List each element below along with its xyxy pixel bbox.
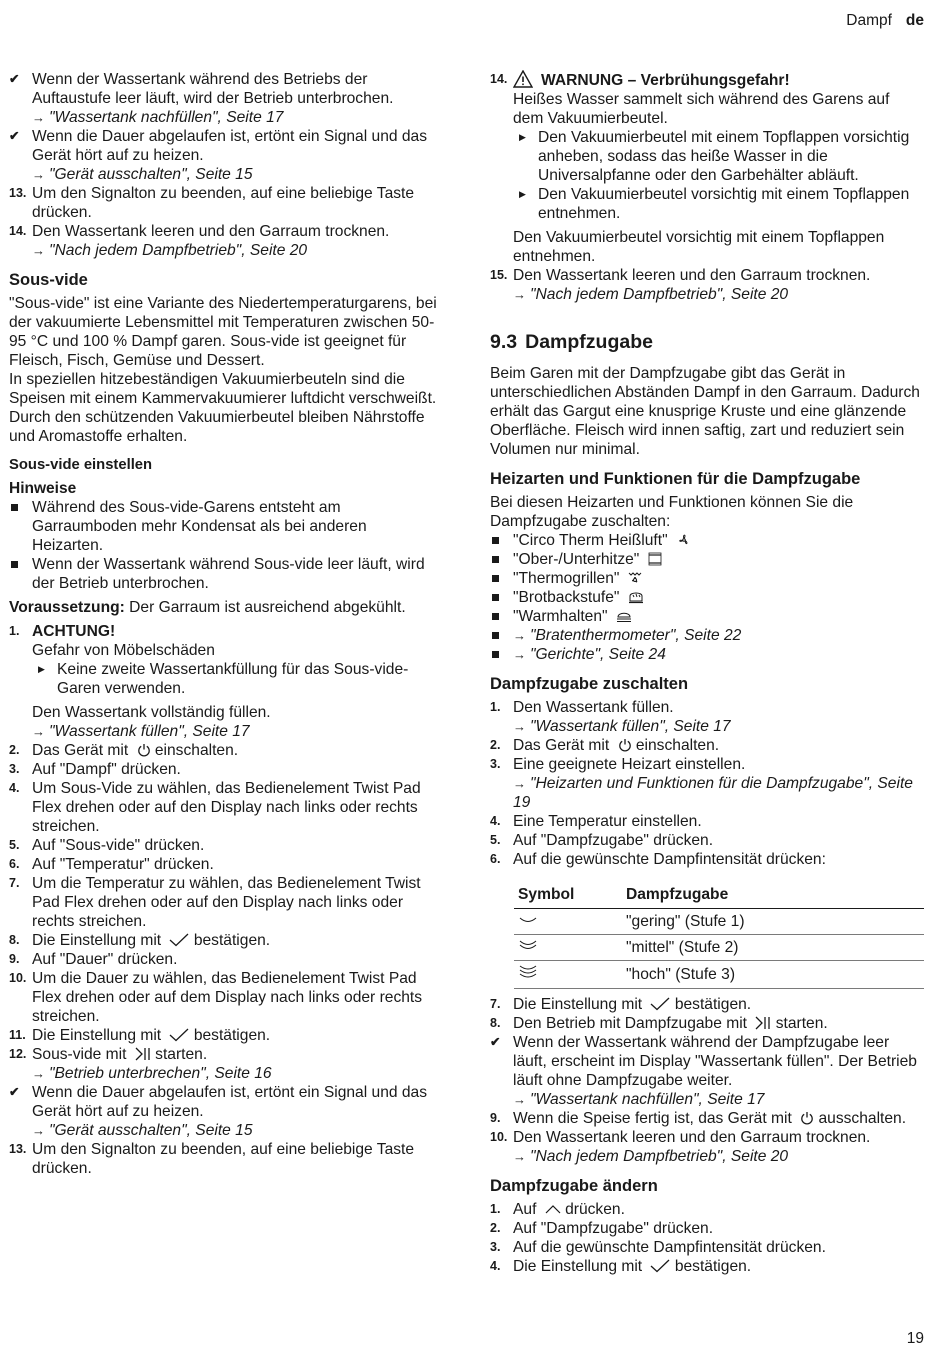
step-item <box>490 850 924 869</box>
step-item <box>9 760 441 779</box>
step-number: 6. <box>9 857 20 871</box>
check-icon: ✔ <box>490 1035 501 1049</box>
warning-text: Heißes Wasser sammelt sich während des Garens auf dem Vakuumierbeutel. <box>513 91 890 127</box>
step-text: Um die Temperatur zu wählen, das Bedienelement Twist Pad Flex drehen oder auf den Display nach links oder rechts streichen. <box>32 875 421 930</box>
step-item <box>490 1200 924 1219</box>
prerequisite <box>9 598 441 617</box>
step-item <box>490 1128 924 1166</box>
step-text: drücken. <box>565 1201 625 1218</box>
start-pause-icon <box>755 1016 771 1030</box>
step-text: Den Wassertank leeren und den Garraum trocknen. <box>513 267 871 284</box>
step-number: 4. <box>490 1259 501 1273</box>
step-number: 1. <box>9 624 20 638</box>
step-item <box>9 950 441 969</box>
step-number: 2. <box>9 743 20 757</box>
step-number: 8. <box>490 1016 501 1030</box>
list-item <box>490 588 924 607</box>
step-item <box>9 622 441 741</box>
step-item <box>490 698 924 736</box>
cross-reference[interactable] <box>32 722 441 741</box>
ref-text: "Nach jedem Dampfbetrieb", Seite 20 <box>49 242 308 259</box>
steam-high-icon <box>518 964 538 980</box>
triangle-bullet-icon: ▶ <box>519 132 526 142</box>
fan-icon <box>676 533 692 547</box>
step-text: Eine Temperatur einstellen. <box>513 813 702 830</box>
caution-subtitle: Gefahr von Möbelschäden <box>32 642 215 659</box>
step-text: Um Sous-Vide zu wählen, das Bedienelement Twist Pad Flex drehen oder auf den Display nach links oder rechts streichen. <box>32 780 421 835</box>
section-title: Dampfzugabe <box>525 331 653 353</box>
arrow-right-icon: → <box>513 628 526 643</box>
list-item <box>490 531 924 550</box>
table-header-row <box>514 883 924 909</box>
ref-text: "Heizarten und Funktionen für die Dampfzugabe", Seite 19 <box>513 775 913 811</box>
result-item <box>9 1083 441 1140</box>
section-heading: Sous-vide <box>9 271 88 289</box>
step-text: Die Einstellung mit <box>513 996 643 1013</box>
notes-heading: Hinweise <box>9 480 77 497</box>
arrow-right-icon: → <box>513 1092 526 1107</box>
paragraph: In speziellen hitzebeständigen Vakuumierbeuteln sind die Speisen mit einem Kammervakuumierer luftdicht verschweißt. Durch den schützenden Vakuumierbeutel bleiben Nährstoffe und Aromastoffe erhalten. <box>9 371 437 445</box>
step-item <box>9 874 441 931</box>
ref-text: "Bratenthermometer", Seite 22 <box>530 627 742 644</box>
step-number: 6. <box>490 852 501 866</box>
step-text: Das Gerät mit <box>32 742 129 759</box>
arrow-right-icon: → <box>32 724 45 739</box>
sub-bullet <box>32 660 441 698</box>
step-item <box>9 1140 441 1178</box>
step-text: Um den Signalton zu beenden, auf eine beliebige Taste drücken. <box>32 185 415 221</box>
step-item <box>490 755 924 812</box>
sub-bullet-text: Keine zweite Wassertankfüllung für das Sous-vide-Garen verwenden. <box>57 661 409 697</box>
section-number: 9.3 <box>490 331 518 353</box>
list-item-text: "Ober-/Unterhitze" <box>513 551 640 568</box>
step-text: Um die Dauer zu wählen, das Bedienelement Twist Pad Flex drehen oder auf dem Display nach links oder rechts streichen. <box>32 970 423 1025</box>
check-icon: ✔ <box>9 1085 20 1099</box>
list-item <box>490 569 924 588</box>
table-cell: "gering" (Stufe 1) <box>622 909 924 935</box>
step-text: Auf "Dampfzugabe" drücken. <box>513 832 714 849</box>
step-item <box>490 995 924 1014</box>
cross-reference[interactable] <box>513 717 924 736</box>
warning-title: WARNUNG – Verbrühungsgefahr! <box>541 72 790 89</box>
table-cell: "hoch" (Stufe 3) <box>622 961 924 989</box>
list-item-text: "Warmhalten" <box>513 608 608 625</box>
ref-text: "Gerät ausschalten", Seite 15 <box>49 1122 253 1139</box>
step-number: 13. <box>9 186 27 200</box>
table-row <box>514 961 924 989</box>
step-text: Wenn die Speise fertig ist, das Gerät mit <box>513 1110 792 1127</box>
step-text: Auf <box>513 1201 537 1218</box>
checkmark-icon <box>650 997 670 1011</box>
checkmark-icon <box>650 1259 670 1273</box>
step-text: einschalten. <box>635 737 720 754</box>
warning-icon <box>513 70 533 88</box>
arrow-right-icon: → <box>513 719 526 734</box>
step-text: bestätigen. <box>193 932 271 949</box>
triangle-bullet-icon: ▶ <box>519 189 526 199</box>
note-text: Wenn der Wassertank während Sous-vide leer läuft, wird der Betrieb unterbrochen. <box>32 556 425 592</box>
arrow-right-icon: → <box>513 1149 526 1164</box>
chevron-up-icon <box>545 1204 561 1216</box>
square-bullet-icon <box>492 651 499 658</box>
step-text: Den Betrieb mit Dampfzugabe mit <box>513 1015 748 1032</box>
result-item <box>9 127 441 184</box>
step-text: Auf "Dampfzugabe" drücken. <box>513 1220 714 1237</box>
step-item <box>9 836 441 855</box>
cross-reference[interactable] <box>513 285 924 304</box>
header-lang: de <box>905 12 924 29</box>
cross-reference[interactable] <box>32 1121 441 1140</box>
prerequisite-label: Voraussetzung: <box>9 599 125 616</box>
step-number: 5. <box>490 833 501 847</box>
ref-text: "Nach jedem Dampfbetrieb", Seite 20 <box>530 286 789 303</box>
step-number: 4. <box>9 781 20 795</box>
cross-reference[interactable] <box>32 241 441 260</box>
step-text: Eine geeignete Heizart einstellen. <box>513 756 746 773</box>
square-bullet-icon <box>492 594 499 601</box>
step-text: einschalten. <box>154 742 239 759</box>
ref-text: "Gerichte", Seite 24 <box>530 646 666 663</box>
list-item <box>490 607 924 626</box>
cross-reference[interactable] <box>513 645 924 664</box>
step-item <box>9 222 441 260</box>
prerequisite-text: Der Garraum ist ausreichend abgekühlt. <box>129 599 406 616</box>
step-text: starten. <box>775 1015 828 1032</box>
step-number: 7. <box>9 876 20 890</box>
step-item <box>9 779 441 836</box>
step-number: 1. <box>490 700 501 714</box>
step-number: 15. <box>490 268 508 282</box>
cross-reference[interactable] <box>513 1147 924 1166</box>
note-item <box>9 555 441 593</box>
left-column <box>9 70 441 1178</box>
arrow-right-icon: → <box>32 1066 45 1081</box>
result-item <box>490 1033 924 1109</box>
square-bullet-icon <box>492 575 499 582</box>
step-number: 2. <box>490 738 501 752</box>
list-item <box>490 550 924 569</box>
step-number: 10. <box>9 971 27 985</box>
square-bullet-icon <box>11 504 18 511</box>
ref-text: "Wassertank füllen", Seite 17 <box>530 718 731 735</box>
page-number: 19 <box>906 1330 924 1347</box>
step-text: Den Wassertank leeren und den Garraum trocknen. <box>32 223 390 240</box>
ref-text: "Gerät ausschalten", Seite 15 <box>49 166 253 183</box>
square-bullet-icon <box>492 632 499 639</box>
step-number: 7. <box>490 997 501 1011</box>
steam-low-icon <box>518 914 538 926</box>
step-number: 14. <box>490 72 508 86</box>
ref-text: "Betrieb unterbrechen", Seite 16 <box>49 1065 272 1082</box>
step-item <box>490 1238 924 1257</box>
step-number: 3. <box>490 757 501 771</box>
result-text: Wenn der Wassertank während der Dampfzugabe leer läuft, erscheint im Display "Wassertank füllen". Der Betrieb läuft ohne Dampfzugabe weiter. <box>513 1034 917 1089</box>
arrow-right-icon: → <box>32 167 45 182</box>
top-bottom-heat-icon <box>648 552 662 566</box>
steam-intensity-table <box>514 883 924 989</box>
step-number: 8. <box>9 933 20 947</box>
step-text: Die Einstellung mit <box>513 1258 643 1275</box>
step-item <box>9 184 441 222</box>
ref-text: "Wassertank nachfüllen", Seite 17 <box>49 109 284 126</box>
step-text: Den Wassertank vollständig füllen. <box>32 704 271 721</box>
list-item <box>490 645 924 664</box>
arrow-right-icon: → <box>32 110 45 125</box>
list-item-text: "Brotbackstufe" <box>513 589 620 606</box>
cross-reference[interactable] <box>32 165 441 184</box>
step-text: Die Einstellung mit <box>32 932 162 949</box>
table-row <box>514 909 924 935</box>
step-text: Auf "Dampf" drücken. <box>32 761 181 778</box>
step-item <box>490 266 924 304</box>
check-icon: ✔ <box>9 72 20 86</box>
subsection-heading: Sous-vide einstellen <box>9 457 153 473</box>
step-text: Auf die gewünschte Dampfintensität drücken. <box>513 1239 826 1256</box>
triangle-bullet-icon: ▶ <box>38 664 45 674</box>
step-text: Auf die gewünschte Dampfintensität drücken: <box>513 851 826 868</box>
step-text: Die Einstellung mit <box>32 1027 162 1044</box>
step-text: Den Vakuumierbeutel vorsichtig mit einem Topflappen entnehmen. <box>513 229 885 265</box>
sub-bullet <box>513 128 924 185</box>
step-text: bestätigen. <box>674 1258 752 1275</box>
check-icon: ✔ <box>9 129 20 143</box>
step-number: 14. <box>9 224 27 238</box>
result-text: Wenn die Dauer abgelaufen ist, ertönt ein Signal und das Gerät hört auf zu heizen. <box>32 1084 428 1120</box>
step-item <box>490 1109 924 1128</box>
paragraph: "Sous-vide" ist eine Variante des Niedertemperaturgarens, bei der vakuumierte Lebensmittel mit Temperaturen zwischen 50-95 °C und 100 % Dampf garen. Sous-vide ist geeignet für Fleisch, Fisch, Gemüse und Dessert. <box>9 295 437 369</box>
table-row <box>514 935 924 961</box>
step-item <box>9 855 441 874</box>
cross-reference[interactable] <box>513 774 924 812</box>
column-header: Symbol <box>514 883 622 909</box>
step-text: Das Gerät mit <box>513 737 610 754</box>
square-bullet-icon <box>492 537 499 544</box>
note-text: Während des Sous-vide-Garens entsteht am Garraumboden mehr Kondensat als bei anderen Heizarten. <box>32 499 367 554</box>
ref-text: "Wassertank füllen", Seite 17 <box>49 723 250 740</box>
step-text: Auf "Dauer" drücken. <box>32 951 178 968</box>
steam-mid-icon <box>518 938 538 952</box>
arrow-right-icon: → <box>513 776 526 791</box>
right-column <box>490 70 924 1276</box>
checkmark-icon <box>169 933 189 947</box>
arrow-right-icon: → <box>32 243 45 258</box>
symbol-cell <box>514 935 622 961</box>
step-item <box>490 812 924 831</box>
power-icon <box>137 743 151 757</box>
step-number: 9. <box>490 1111 501 1125</box>
subsection-heading: Dampfzugabe ändern <box>490 1177 658 1195</box>
step-text: starten. <box>155 1046 208 1063</box>
ref-text: "Nach jedem Dampfbetrieb", Seite 20 <box>530 1148 789 1165</box>
ref-text: "Wassertank nachfüllen", Seite 17 <box>530 1091 765 1108</box>
square-bullet-icon <box>11 561 18 568</box>
subsection-heading: Heizarten und Funktionen für die Dampfzugabe <box>490 470 861 488</box>
step-item <box>490 1219 924 1238</box>
step-number: 10. <box>490 1130 508 1144</box>
result-text: Wenn die Dauer abgelaufen ist, ertönt ein Signal und das Gerät hört auf zu heizen. <box>32 128 428 164</box>
caution-title: ACHTUNG! <box>32 623 116 640</box>
step-text: Sous-vide mit <box>32 1046 127 1063</box>
list-item-text: "Circo Therm Heißluft" <box>513 532 668 549</box>
step-item <box>490 736 924 755</box>
paragraph: Beim Garen mit der Dampfzugabe gibt das Gerät in unterschiedlichen Abständen Dampf in den Garraum. Dadurch erhält das Gargut eine knusprige Kruste und eine glänzende Oberfläche. Fleisch wird innen saftig, zart und reduziert sein Volumen nur minimal. <box>490 365 920 458</box>
step-number: 13. <box>9 1142 27 1156</box>
step-number: 9. <box>9 952 20 966</box>
step-text: bestätigen. <box>193 1027 271 1044</box>
step-number: 5. <box>9 838 20 852</box>
column-header: Dampfzugabe <box>622 883 924 909</box>
step-text: ausschalten. <box>818 1110 907 1127</box>
step-text: Den Wassertank leeren und den Garraum trocknen. <box>513 1129 871 1146</box>
step-number: 1. <box>490 1202 501 1216</box>
checkmark-icon <box>169 1028 189 1042</box>
table-cell: "mittel" (Stufe 2) <box>622 935 924 961</box>
step-number: 12. <box>9 1047 27 1061</box>
symbol-cell <box>514 909 622 935</box>
step-text: bestätigen. <box>674 996 752 1013</box>
square-bullet-icon <box>492 556 499 563</box>
subsection-heading: Dampfzugabe zuschalten <box>490 675 689 693</box>
step-item <box>490 1257 924 1276</box>
cross-reference[interactable] <box>513 1090 924 1109</box>
step-number: 4. <box>490 814 501 828</box>
step-text: Auf "Temperatur" drücken. <box>32 856 214 873</box>
cross-reference[interactable] <box>32 1064 441 1083</box>
cross-reference[interactable] <box>513 626 924 645</box>
step-item <box>9 741 441 760</box>
note-item <box>9 498 441 555</box>
step-number: 2. <box>490 1221 501 1235</box>
arrow-right-icon: → <box>32 1123 45 1138</box>
sub-bullet-text: Den Vakuumierbeutel mit einem Topflappen vorsichtig anheben, sodass das heiße Wasser in die Universalpfanne oder den Garbehälter abläuft. <box>538 129 910 184</box>
page-header <box>846 11 924 30</box>
bread-baking-icon <box>628 590 644 604</box>
thermo-grill-icon <box>628 571 642 585</box>
step-text: Um den Signalton zu beenden, auf eine beliebige Taste drücken. <box>32 1141 415 1177</box>
header-section: Dampf <box>846 12 892 29</box>
step-item <box>490 831 924 850</box>
step-item <box>490 1014 924 1033</box>
result-text: Wenn der Wassertank während des Betriebs der Auftaustufe leer läuft, wird der Betrieb unterbrochen. <box>32 71 394 107</box>
arrow-right-icon: → <box>513 287 526 302</box>
step-item <box>9 931 441 950</box>
section-heading <box>490 330 924 354</box>
sub-bullet <box>513 185 924 223</box>
keep-warm-icon <box>616 609 632 623</box>
step-item <box>9 1026 441 1045</box>
paragraph: Bei diesen Heizarten und Funktionen können Sie die Dampfzugabe zuschalten: <box>490 494 854 530</box>
square-bullet-icon <box>492 613 499 620</box>
step-number: 3. <box>9 762 20 776</box>
power-icon <box>618 738 632 752</box>
sub-bullet-text: Den Vakuumierbeutel vorsichtig mit einem Topflappen entnehmen. <box>538 186 910 222</box>
step-item <box>9 969 441 1026</box>
step-text: Auf "Sous-vide" drücken. <box>32 837 205 854</box>
cross-reference[interactable] <box>32 108 441 127</box>
step-number: 11. <box>9 1028 26 1042</box>
start-pause-icon <box>135 1047 151 1061</box>
list-item <box>490 626 924 645</box>
step-text: Den Wassertank füllen. <box>513 699 674 716</box>
step-number: 3. <box>490 1240 501 1254</box>
power-icon <box>800 1111 814 1125</box>
arrow-right-icon: → <box>513 647 526 662</box>
symbol-cell <box>514 961 622 989</box>
step-item <box>490 70 924 266</box>
step-item <box>9 1045 441 1083</box>
list-item-text: "Thermogrillen" <box>513 570 620 587</box>
result-item <box>9 70 441 127</box>
